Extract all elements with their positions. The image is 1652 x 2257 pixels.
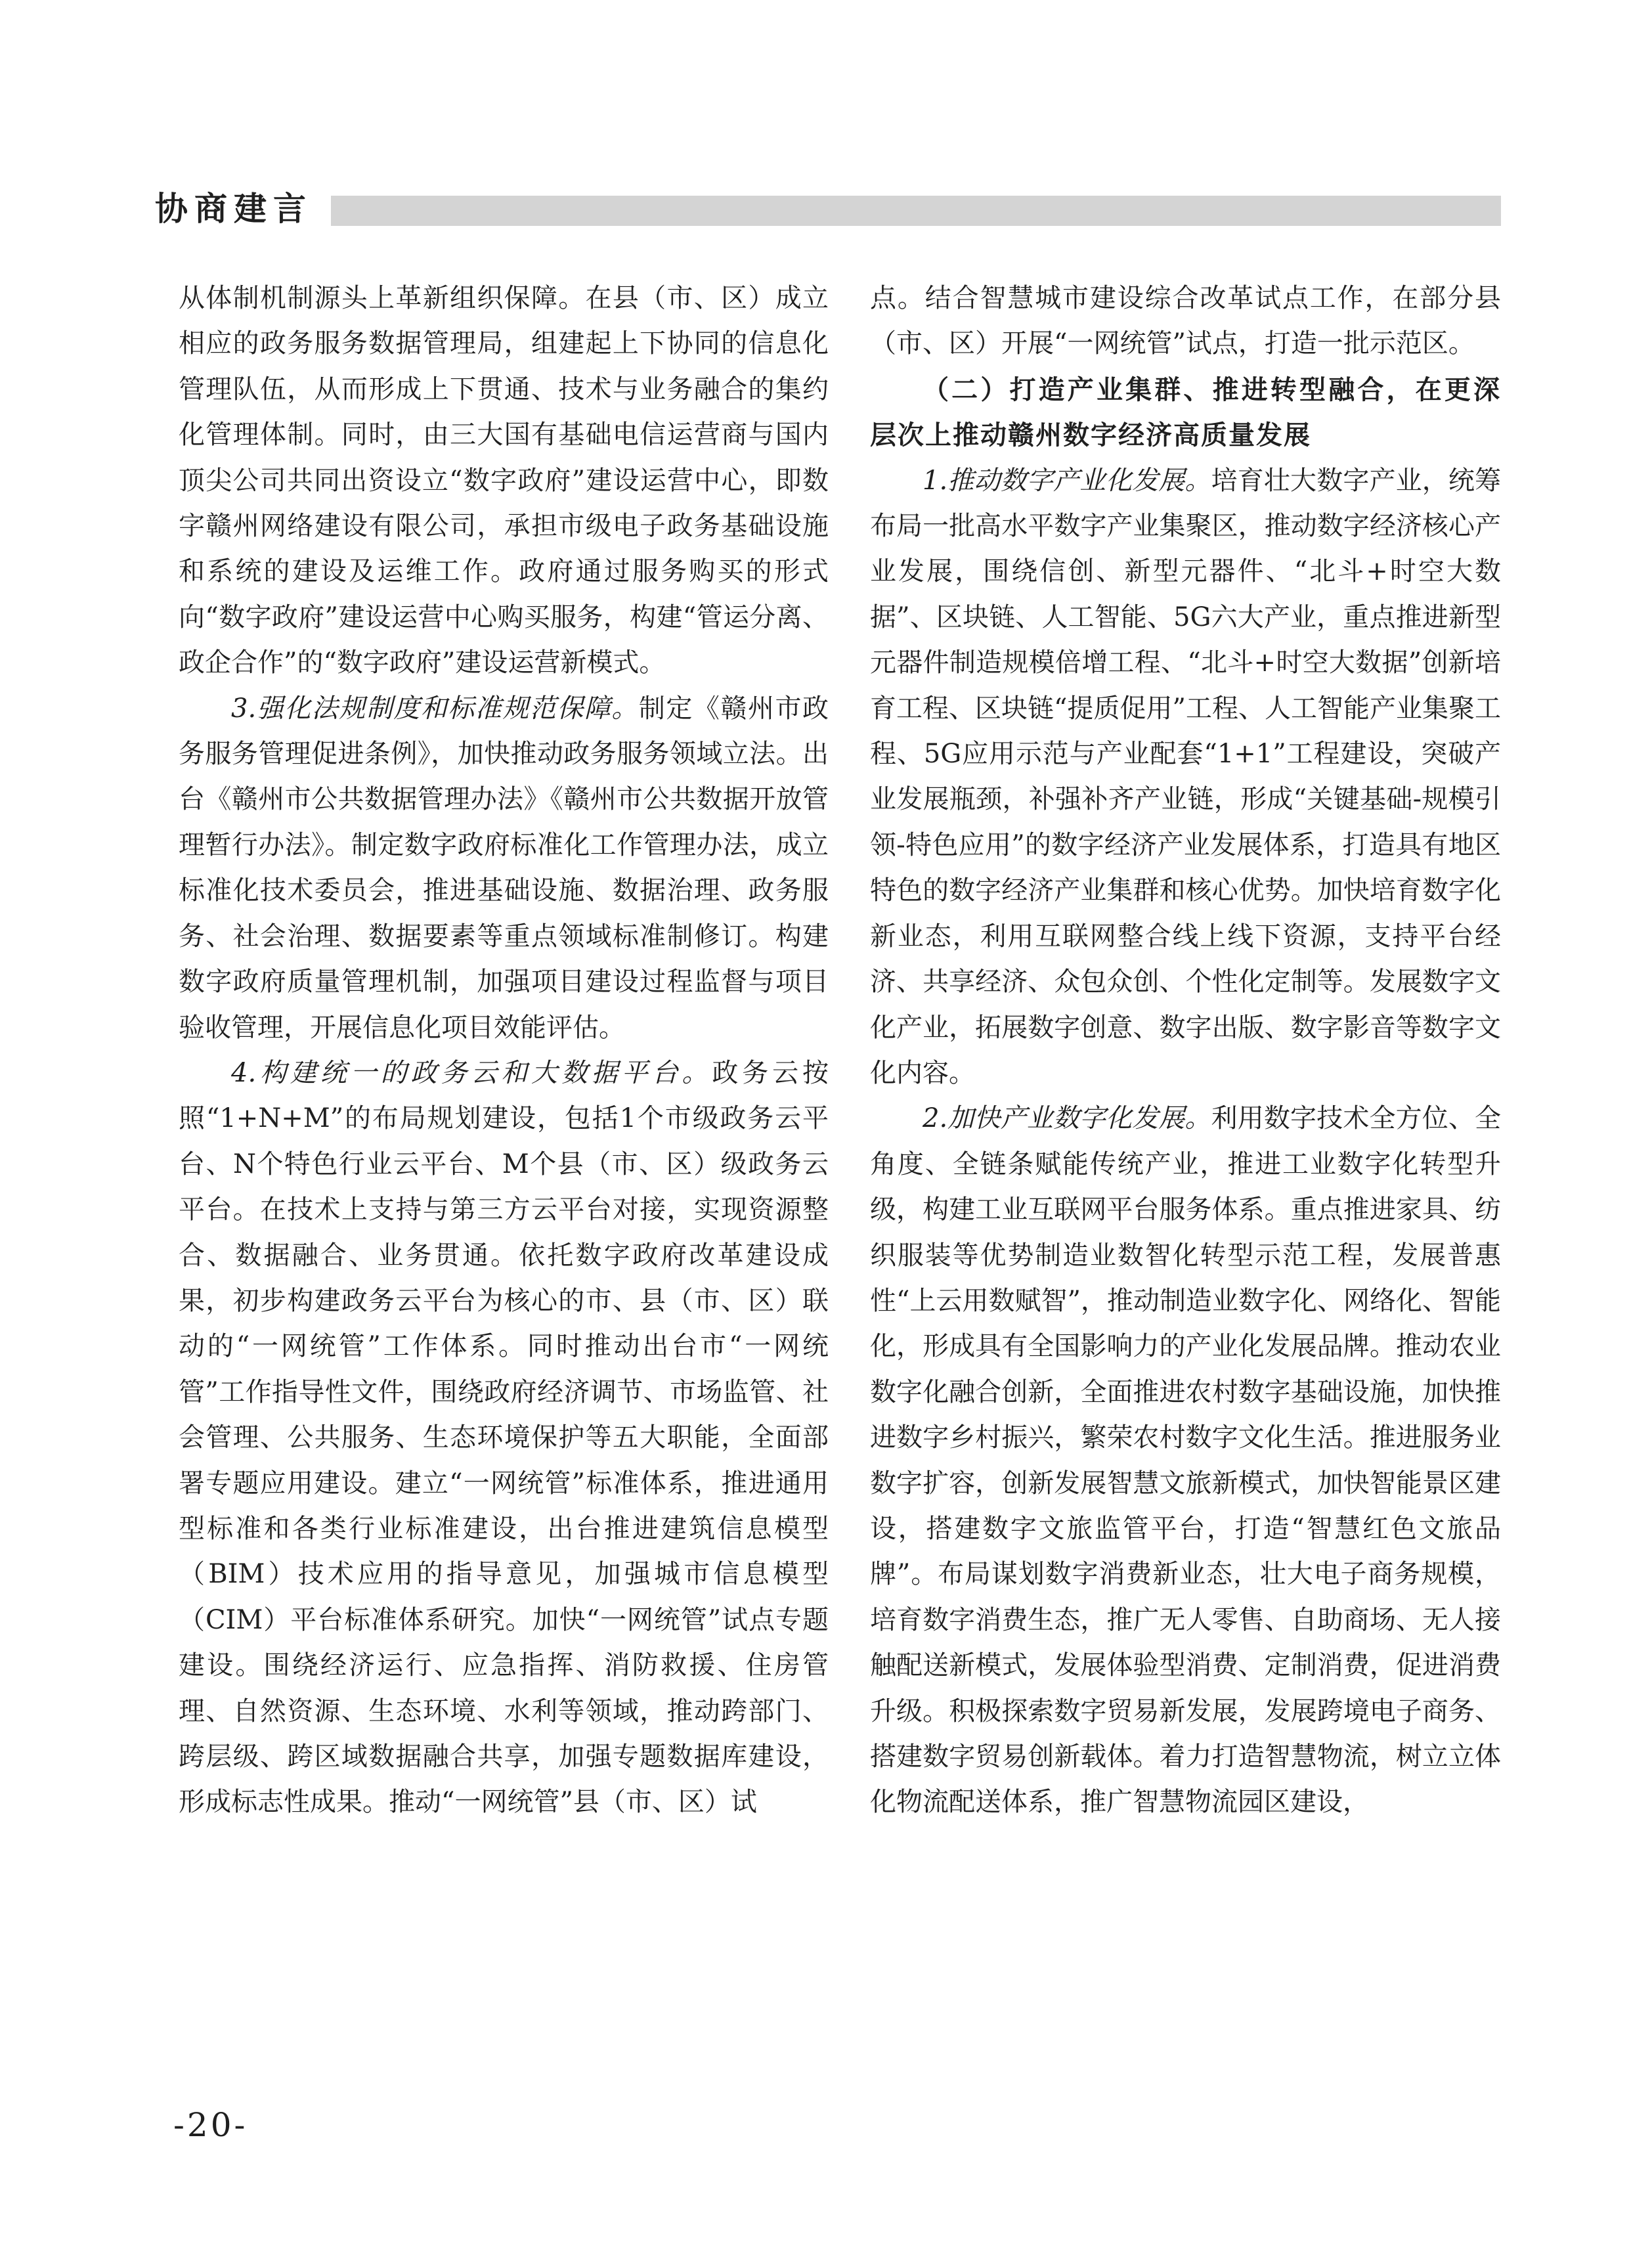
right-paragraph-2-body: 培育壮大数字产业，统筹布局一批高水平数字产业集聚区，推动数字经济核心产业发展，围绕信创、新型元器件、“北斗+时空大数据”、区块链、人工智能、5G六大产业，重点推进新型元器件制造规模倍增工程、“北斗+时空大数据”创新培育工程、区块链“提质促用”工程、人工智能产业集聚工程、5G应用示范与产业配套“1+1”工程建设，突破产业发展瓶颈，补强补齐产业链，形成“关键基础-规模引领-特色应用”的数字经济产业发展体系，打造具有地区特色的数字经济产业集群和核心优势。加快培育数字化新业态，利用互联网整合线上线下资源，支持平台经济、共享经济、众包众创、个性化定制等。发展数字文化产业，拓展数字创意、数字出版、数字影音等数字文化内容。	[870, 465, 1502, 1088]
header-rule-bar	[331, 196, 1501, 226]
left-paragraph-1: 从体制机制源头上革新组织保障。在县（市、区）成立相应的政务服务数据管理局，组建起上下协同的信息化管理队伍，从而形成上下贯通、技术与业务融合的集约化管理体制。同时，由三大国有基础电信运营商与国内顶尖公司共同出资设立“数字政府”建设运营中心，即数字赣州网络建设有限公司，承担市级电子政务基础设施和系统的建设及运维工作。政府通过服务购买的形式向“数字政府”建设运营中心购买服务，构建“管运分离、政企合作”的“数字政府”建设运营新模式。	[179, 283, 829, 678]
section-title: 协商建言	[155, 189, 313, 228]
subsection-lead-2: 2.加快产业数字化发展。	[923, 1103, 1211, 1134]
right-paragraph-1: 点。结合智慧城市建设综合改革试点工作，在部分县（市、区）开展“一网统管”试点，打造一批示范区。	[870, 283, 1501, 359]
subsection-lead-3: 3.强化法规制度和标准规范保障。	[231, 693, 639, 724]
left-paragraph-3-body: 政务云按照“1+N+M”的布局规划建设，包括1个市级政务云平台、N个特色行业云平台、M个县（市、区）级政务云平台。在技术上支持与第三方云平台对接，实现资源整合、数据融合、业务贯通。依托数字政府改革建设成果，初步构建政务云平台为核心的市、县（市、区）联动的“一网统管”工作体系。同时推动出台市“一网统管”工作指导性文件，围绕政府经济调节、市场监管、社会管理、公共服务、生态环境保护等五大职能，全面部署专题应用建设。建立“一网统管”标准体系，推进通用型标准和各类行业标准建设，出台推进建筑信息模型（BIM）技术应用的指导意见，加强城市信息模型（CIM）平台标准体系研究。加快“一网统管”试点专题建设。围绕经济运行、应急指挥、消防救援、住房管理、自然资源、生态环境、水利等领域，推动跨部门、跨层级、跨区域数据融合共享，加强专题数据库建设，形成标志性成果。推动“一网统管”县（市、区）试	[179, 1057, 829, 1818]
subsection-lead-1: 1.推动数字产业化发展。	[923, 465, 1211, 496]
subsection-lead-4: 4.构建统一的政务云和大数据平台。	[231, 1057, 712, 1088]
left-paragraph-2	[179, 686, 829, 1051]
section-heading-2: （二）打造产业集群、推进转型融合，在更深层次上推动赣州数字经济高质量发展	[870, 374, 1501, 451]
right-paragraph-2	[870, 458, 1501, 1097]
right-paragraph-3	[870, 1096, 1501, 1826]
right-paragraph-3-body: 利用数字技术全方位、全角度、全链条赋能传统产业，推进工业数字化转型升级，构建工业互联网平台服务体系。重点推进家具、纺织服装等优势制造业数智化转型示范工程，发展普惠性“上云用数赋智”，推动制造业数字化、网络化、智能化，形成具有全国影响力的产业化发展品牌。推动农业数字化融合创新，全面推进农村数字基础设施，加快推进数字乡村振兴，繁荣农村数字文化生活。推进服务业数字扩容，创新发展智慧文旅新模式，加快智能景区建设，搭建数字文旅监管平台，打造“智慧红色文旅品牌”。布局谋划数字消费新业态，壮大电子商务规模，培育数字消费生态，推广无人零售、自助商场、无人接触配送新模式，发展体验型消费、定制消费，促进消费升级。积极探索数字贸易新发展，发展跨境电子商务、搭建数字贸易创新载体。着力打造智慧物流，树立立体化物流配送体系，推广智慧物流园区建设，	[870, 1103, 1502, 1818]
page-number: -20-	[173, 2106, 248, 2144]
left-paragraph-3	[179, 1051, 829, 1826]
section-header	[155, 190, 1501, 227]
left-paragraph-2-body: 制定《赣州市政务服务管理促进条例》，加快推动政务服务领域立法。出台《赣州市公共数据管理办法》《赣州市公共数据开放管理暂行办法》。制定数字政府标准化工作管理办法，成立标准化技术委员会，推进基础设施、数据治理、政务服务、社会治理、数据要素等重点领域标准制修订。构建数字政府质量管理机制，加强项目建设过程监督与项目验收管理，开展信息化项目效能评估。	[179, 693, 829, 1043]
right-column	[870, 276, 1501, 1826]
left-column	[179, 276, 829, 1826]
